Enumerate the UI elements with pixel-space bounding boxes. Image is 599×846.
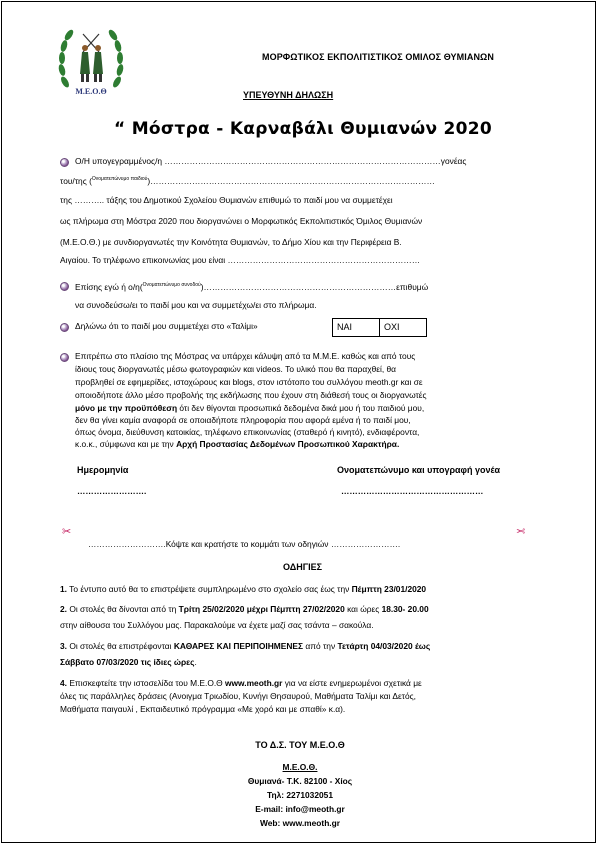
instruction-4-line3: Μαθήματα παιγαυλί , Εκπαιδευτικό πρόγραμμα «Με χορό και με σπαθί» κ.α). (60, 704, 346, 714)
instruction-2-line2: στην αίθουσα του Συλλόγου μας. Παρακαλούμε να έχετε μαζί σας τσάντα – σακούλα. (60, 620, 374, 630)
org-name: ΜΟΡΦΩΤΙΚΟΣ ΕΚΠΟΛΙΤΙΣΤΙΚΟΣ ΟΜΙΛΟΣ ΘΥΜΙΑΝΩΝ (262, 52, 494, 62)
p4-line4: οποιοδήποτε άλλο μέσο προβολής της εκδήλωσης που έχουν στη διάθεσή τους οι διοργανωτές (75, 390, 427, 400)
signature-field[interactable]: …………………………………………… (341, 486, 484, 496)
talimi-choice-boxes (332, 318, 427, 337)
logo-text: Μ.Ε.Ο.Θ (75, 87, 107, 96)
instruction-3: 3. Οι στολές θα επιστρέφονται ΚΑΘΑΡΕΣ ΚΑΙ ΠΕΡΙΠΟΙΗΜΕΝΕΣ από την Τετάρτη 04/03/2020 έως (60, 641, 431, 651)
footer-address: Θυμιανά- Τ.Κ. 82100 - Χίος (247, 776, 353, 786)
p1-line5: (Μ.Ε.Ο.Θ.) με συνδιοργανωτές την Κοινότητα Θυμιανών, το Δήμο Χίου και την Περιφέρεια Β. (60, 237, 402, 247)
p4-line8: κ.ο.κ., σύμφωνα και με την Αρχή Προστασίας Δεδομένων Προσωπικού Χαρακτήρα. (75, 439, 400, 449)
footer-email[interactable]: E-mail: info@meoth.gr (255, 804, 345, 814)
p1-line3: της ……….. τάξης του Δημοτικού Σχολείου Θυμιανών επιθυμώ το παιδί μου να συμμετέχει (60, 195, 393, 205)
website-link[interactable]: www.meoth.gr (225, 678, 283, 688)
scissors-icon: ✂ (62, 526, 72, 538)
declaration-heading: ΥΠΕΥΘΥΝΗ ΔΗΛΩΣΗ (243, 90, 334, 100)
instructions-heading: ΟΔΗΓΙΕΣ (283, 562, 323, 572)
p4-line6: δεν θα γίνει καμία αναφορά σε οποιαδήποτε πληροφορία που αφορά εμένα ή το παιδί μου, (75, 415, 411, 425)
page-title: “ Μόστρα - Καρναβάλι Θυμιανών 2020 (114, 119, 493, 139)
instruction-4: 4. Επισκεφτείτε την ιστοσελίδα του Μ.Ε.Ο.Θ www.meoth.gr για να είστε ενημερωμένοι σχετικά με (60, 678, 422, 688)
p1-line4: ως πλήρωμα στη Μόστρα 2020 που διοργανώνει ο Μορφωτικός Εκπολιτιστικός Όμιλος Θυμιανών (60, 216, 423, 226)
instruction-4-line2: όλες τις παράλληλες δράσεις (Ανοιγμα Τριωδίου, Κυνήγι Θησαυρού, Μαθήματα Ταλίμι και Δετός, (60, 691, 417, 701)
p4-line3: προβληθεί σε εφημερίδες, ιστοχώρους και blogs, στον ιστότοπο του συλλόγου meoth.gr και σε (75, 377, 423, 387)
date-field[interactable]: ……………………. (77, 486, 147, 496)
signature-label: Ονοματεπώνυμο και υπογραφή γονέα (337, 465, 501, 475)
instruction-1: 1. Το έντυπο αυτό θα το επιστρέψετε συμπληρωμένο στο σχολείο σας έως την Πέμπτη 23/01/2020 (60, 584, 427, 594)
board-signature: ΤΟ Δ.Σ. ΤΟΥ Μ.Ε.Ο.Θ (255, 740, 345, 750)
footer-web[interactable]: Web: www.meoth.gr (259, 818, 341, 828)
p4-line2: ίδιους τους διοργανωτές μέσω φωτογραφιών και videos. Το υλικό που θα παραχθεί, θα (75, 364, 397, 374)
circle-bullet-icon (60, 323, 69, 332)
scissors-icon: ✂ (516, 526, 526, 538)
yes-option[interactable]: ΝΑΙ (337, 322, 353, 332)
p4-line5: μόνο με την προϋπόθεση ότι δεν θίγονται προσωπικά δεδομένα δικά μου ή του παιδιού μου, (75, 403, 425, 413)
instruction-2: 2. Οι στολές θα δίνονται από τη Τρίτη 25/02/2020 μέχρι Πέμπτη 27/02/2020 και ώρες 18.30- 20.00 (60, 604, 429, 614)
talimi-text: Δηλώνω ότι το παιδί μου συμμετέχει στο «Ταλίμι» (75, 321, 258, 331)
p2-line1: Επίσης εγώ ή ο/η($^{O\nu o\mu\alpha\tau\varepsilon\pi ώ\nu\upsilon\mu o \sigma\upsilon\nu o\delta oύ}$)……………………………………………………………επιθυμώ (75, 281, 429, 292)
cut-line: ……………………….Κόψτε και κρατήστε το κομμάτι των οδηγιών ……………………. (88, 539, 401, 549)
p1-line1: Ο/Η υπογεγραμμένος/η ………………………………………………………………………………………γονέας (75, 156, 467, 166)
p4-line1: Επιτρέπω στο πλαίσιο της Μόστρας να υπάρχει κάλυψη από τα Μ.Μ.Ε. καθώς και από τους (75, 351, 416, 361)
circle-bullet-icon (60, 353, 69, 362)
p2-line2: να συνοδεύσω/ει το παιδί μου και να συμμετέχω/ει στο πλήρωμα. (75, 300, 317, 310)
p1-line2: του/της ($^{O\nu o\mu\alpha\tau\varepsilon\pi ώ\nu\upsilon\mu o \pi\alpha\iota\delta\iota oύ}$)………………………………………………………………………………………… (60, 175, 435, 186)
p4-line7: όπως όνομα, διεύθυνση κατοικίας, τηλέφωνο επικοινωνίας (σταθερό ή κινητό), ενδιαφέροντα, (75, 427, 420, 437)
date-label: Ημερομηνία (77, 465, 129, 475)
no-option[interactable]: ΟΧΙ (379, 319, 426, 336)
circle-bullet-icon (60, 158, 69, 167)
footer-org: Μ.Ε.Ο.Θ. (282, 762, 318, 772)
footer-phone: Τηλ: 2271032051 (267, 790, 333, 800)
meoth-logo (55, 22, 127, 100)
circle-bullet-icon (60, 282, 69, 291)
instruction-3-line2: Σάββατο 07/03/2020 τις ίδιες ώρες. (60, 657, 197, 667)
p1-line6: Αιγαίου. Το τηλέφωνο επικοινωνίας μου είναι …………………………………………………………… (60, 255, 421, 265)
